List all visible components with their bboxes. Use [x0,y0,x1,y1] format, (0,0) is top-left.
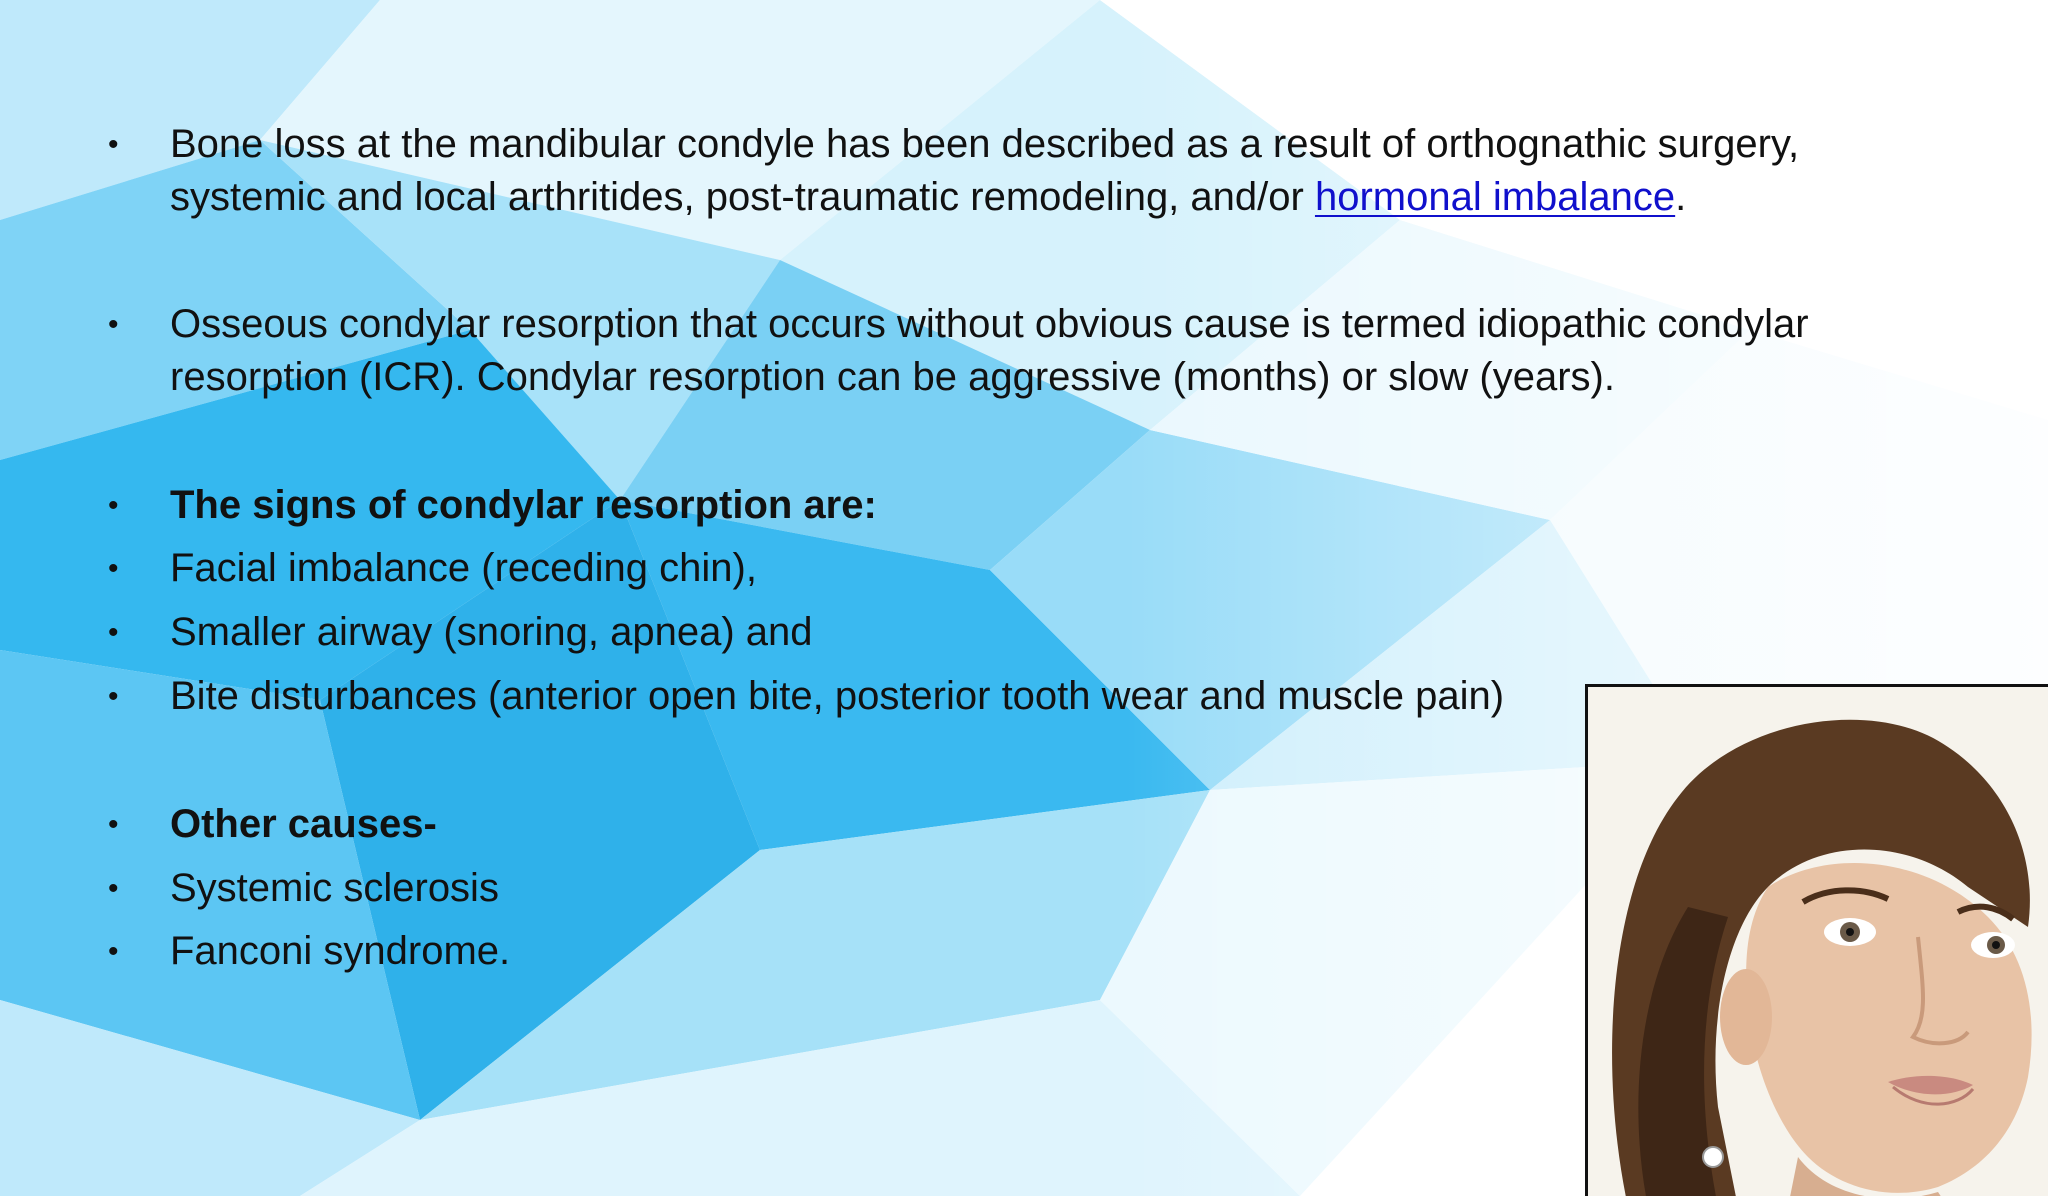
portrait-photo-icon [1588,687,2048,1196]
bullet-item: Bite disturbances (anterior open bite, posterior tooth wear and muscle pain) [170,674,1505,718]
other-causes-heading: Other causes- [170,802,437,846]
bullet-item: Smaller airway (snoring, apnea) and [170,610,813,654]
bullet-text-line: systemic and local arthritides, post-traumatic remodeling, and/or [170,175,1315,219]
bullet-item: Systemic sclerosis [170,866,499,910]
bullet-marker: • [108,308,119,341]
bullet-marker: • [108,552,119,585]
bullet-marker: • [108,128,119,161]
bullet-text-line: resorption (ICR). Condylar resorption can be aggressive (months) or slow (years). [170,355,1615,399]
bullet-text-suffix: . [1675,175,1687,219]
bullet-marker: • [108,808,119,841]
bullet-text-line: Osseous condylar resorption that occurs without obvious cause is termed idiopathic condylar [170,302,1809,346]
bullet-marker: • [108,489,119,522]
bullet-text-line: Bone loss at the mandibular condyle has been described as a result of orthognathic surgery, [170,122,1800,166]
bullet-marker: • [108,872,119,905]
bullet-marker: • [108,680,119,713]
bullet-marker: • [108,935,119,968]
bullet-item: Facial imbalance (receding chin), [170,546,757,590]
bullet-item: Fanconi syndrome. [170,929,511,973]
bullet-item [170,118,1890,224]
bullet-marker: • [108,616,119,649]
hormonal-imbalance-link[interactable]: hormonal imbalance [1314,175,1676,219]
signs-heading: The signs of condylar resorption are: [170,483,877,527]
patient-photo [1585,684,2048,1196]
bullet-item [170,298,1890,404]
